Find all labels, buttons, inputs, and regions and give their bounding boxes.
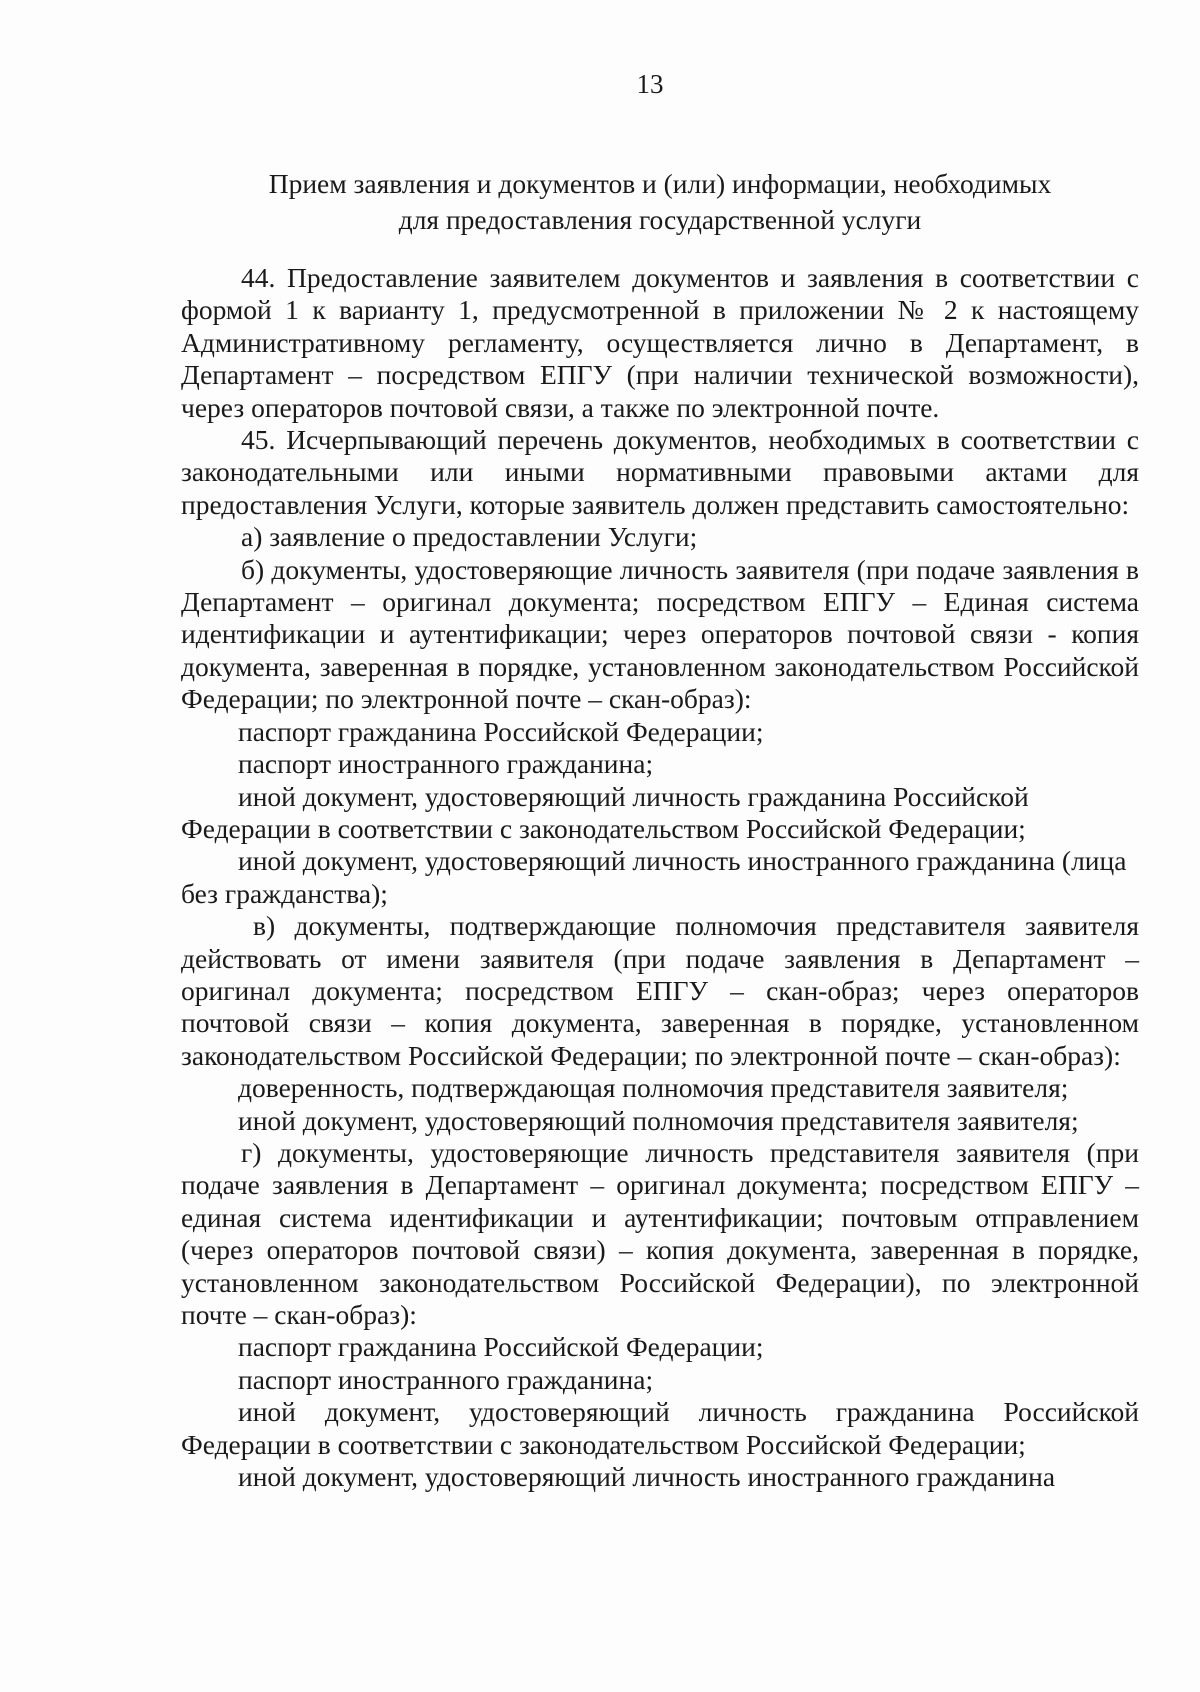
paragraph-45: 45. Исчерпывающий перечень документов, необходимых в соответствии с законодательными или иными нормативными правовыми актами для предоставления Услуги, которые заявитель должен представить самостоятельно:: [181, 424, 1139, 520]
list-item: иной документ, удостоверяющий личность гражданина Российской Федерации в соответствии с законодательством Российской Федерации;: [181, 1396, 1139, 1460]
list-item: иной документ, удостоверяющий полномочия представителя заявителя;: [238, 1104, 1079, 1136]
list-item: паспорт иностранного гражданина;: [238, 1363, 654, 1395]
list-item: иной документ, удостоверяющий личность иностранного гражданина (лица без гражданства);: [181, 845, 1127, 909]
section-heading-line-1: Прием заявления и документов и (или) информации, необходимых: [268, 168, 1052, 199]
paragraph-45-g: г) документы, удостоверяющие личность представителя заявителя (при подаче заявления в Департамент – оригинал документа; посредством ЕПГУ – единая система идентификации и аутентификации; почтовым отправлением (через операторов почтовой связи) – копия документа, заверенная в порядке, установленном законодательством Российской Федерации), по электронной почте – скан-образ):: [181, 1136, 1139, 1330]
list-item: иной документ, удостоверяющий личность гражданина Российской Федерации в соответствии с законодательством Российской Федерации;: [181, 780, 1029, 844]
paragraph-45-b: б) документы, удостоверяющие личность заявителя (при подаче заявления в Департамент – оригинал документа; посредством ЕПГУ – Единая система идентификации и аутентификации; через операторов почтовой связи - копия документа, заверенная в порядке, установленном законодательством Российской Федерации; по электронной почте – скан-образ):: [181, 553, 1139, 715]
list-item: паспорт гражданина Российской Федерации;: [238, 715, 764, 747]
list-item: паспорт гражданина Российской Федерации;: [238, 1331, 764, 1363]
paragraph-44: 44. Предоставление заявителем документов и заявления в соответствии с формой 1 к варианту 1, предусмотренной в приложении № 2 к настоящему Административному регламенту, осуществляется лично в Департамент, в Департамент – посредством ЕПГУ (при наличии технической возможности), через операторов почтовой связи, а также по электронной почте.: [181, 262, 1139, 423]
paragraph-45-v: в) документы, подтверждающие полномочия представителя заявителя действовать от имени заявителя (при подаче заявления в Департамент – оригинал документа; посредством ЕПГУ – скан-образ; через операторов почтовой связи – копия документа, заверенная в порядке, установленном законодательством Российской Федерации; по электронной почте – скан-образ):: [181, 910, 1139, 1071]
section-heading: [180, 166, 1140, 238]
list-item: иной документ, удостоверяющий личность иностранного гражданина: [238, 1461, 1056, 1493]
page-number: 13: [636, 69, 664, 99]
paragraph-45-a: а) заявление о предоставлении Услуги;: [241, 521, 698, 553]
list-item: доверенность, подтверждающая полномочия представителя заявителя;: [238, 1072, 1069, 1104]
list-item: паспорт иностранного гражданина;: [238, 748, 654, 780]
document-body: [181, 262, 1139, 1493]
section-heading-line-2: для предоставления государственной услуги: [398, 204, 922, 235]
